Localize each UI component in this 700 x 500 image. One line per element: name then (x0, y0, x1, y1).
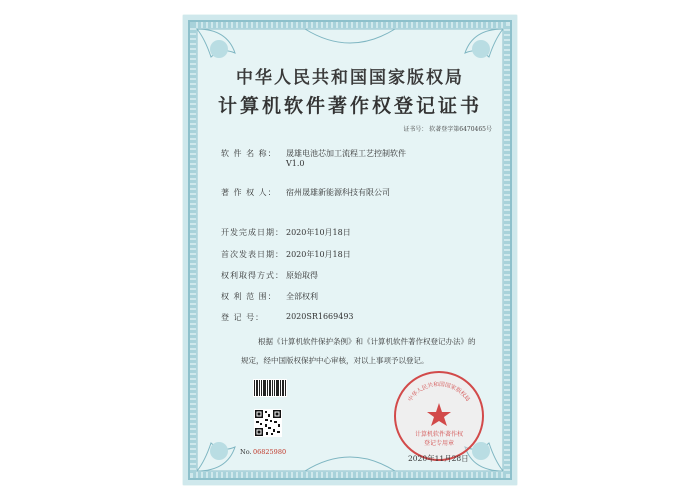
qr-code (254, 409, 282, 437)
software-name-value: 晟雄电池芯加工流程工艺控制软件 (286, 149, 406, 158)
seal-line-1: 计算机软件著作权 (414, 431, 463, 438)
registration-number-label: 登 记 号： (221, 313, 265, 322)
publication-date-label: 首次发表日期： (221, 250, 284, 259)
official-seal (392, 369, 486, 463)
certificate-title: 计算机软件著作权登记证书 (217, 95, 482, 117)
barcode (253, 379, 287, 397)
development-date-value: 2020年10月18日 (286, 228, 351, 237)
serial-label: No. (240, 448, 252, 456)
seal-arc-text: 中华人民共和国国家版权局 (407, 381, 471, 403)
rights-scope-label: 权 利 范 围： (221, 292, 277, 301)
serial-number: 06825980 (253, 448, 287, 456)
acquisition-method-value: 原始取得 (286, 271, 318, 280)
acquisition-method-label: 权利取得方式： (221, 271, 284, 280)
software-version-value: V1.0 (286, 159, 305, 168)
statement-line-1: 根据《计算机软件保护条例》和《计算机软件著作权登记办法》的 (258, 337, 476, 346)
copyright-owner-label: 著 作 权 人： (221, 188, 277, 197)
copyright-owner-value: 宿州晟雄新能源科技有限公司 (286, 188, 390, 197)
registration-number-value: 2020SR1669493 (286, 312, 354, 321)
copyright-certificate (183, 15, 517, 485)
software-name-label: 软 件 名 称： (221, 149, 277, 158)
statement-line-2: 规定，经中国版权保护中心审核，对以上事项予以登记。 (241, 356, 429, 365)
issue-date: 2020年11月28日 (408, 454, 469, 463)
issuing-authority-title: 中华人民共和国国家版权局 (236, 68, 464, 88)
seal-line-2: 登记专用章 (423, 440, 454, 447)
publication-date-value: 2020年10月18日 (286, 250, 351, 259)
development-date-label: 开发完成日期： (221, 228, 284, 237)
certificate-number: 证书号： 软著登字第6470465号 (403, 126, 492, 133)
rights-scope-value: 全部权利 (286, 292, 318, 301)
